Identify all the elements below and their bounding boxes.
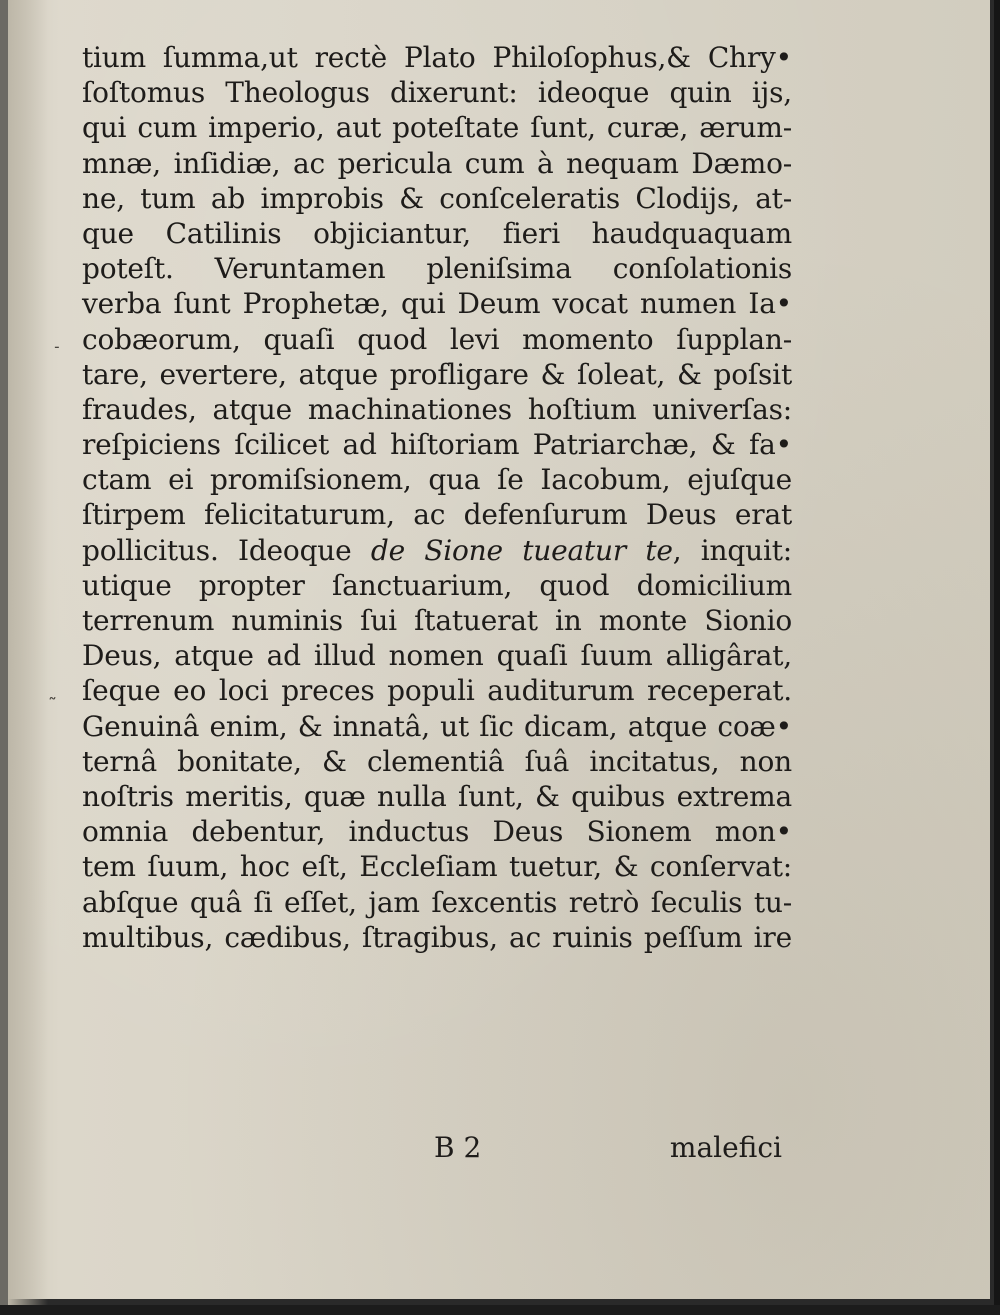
italic-quotation: de Sione tueatur te [370, 533, 673, 567]
text-line-with-italic [82, 533, 792, 568]
text-line: omnia debentur, inductus Deus Sionem mon• [82, 815, 792, 849]
page-gutter-shadow [0, 0, 8, 1305]
text-line: tium ſumma,ut rectè Plato Philoſophus,& Chry• [82, 41, 792, 74]
text-segment: , inquit: [672, 533, 792, 567]
text-line: qui cum imperio, aut poteſtate ſunt, curæ, ærum- [82, 111, 792, 145]
text-line: multibus, cædibus, ſtragibus, ac ruinis peſſum ire [82, 920, 792, 954]
inner-margin [8, 0, 48, 1305]
text-segment: pollicitus. Ideoque [82, 533, 352, 567]
page-footer [82, 1131, 792, 1167]
text-line: mnæ, inſidiæ, ac pericula cum à nequam Dæmo- [82, 146, 792, 180]
text-line: utique propter ſanctuarium, quod domicilium [82, 568, 792, 602]
text-line: ternâ bonitate, & clementiâ ſuâ incitatus, non [82, 744, 792, 778]
ink-speck-icon: ˷ [48, 680, 57, 701]
text-line: tem ſuum, hoc eſt, Eccleſiam tuetur, & conſervat: [82, 850, 792, 884]
text-line: reſpiciens ſcilicet ad hiſtoriam Patriarchæ, & fa• [82, 428, 792, 462]
text-line: tare, evertere, atque profligare & ſoleat, & poſsit [82, 357, 792, 391]
text-line: verba ſunt Prophetæ, qui Deum vocat numen Ia• [82, 287, 792, 321]
text-line: noſtris meritis, quæ nulla ſunt, & quibus extrema [82, 779, 792, 813]
ink-speck-icon: ˗ [54, 336, 60, 357]
text-line: ſtirpem felicitaturum, ac defenſurum Deus erat [82, 498, 792, 532]
text-line: terrenum numinis ſui ſtatuerat in monte Sionio [82, 604, 792, 637]
text-line: cobæorum, quaſi quod levi momento ſupplan- [82, 322, 792, 356]
text-line: abſque quâ ſi eſſet, jam ſexcentis retrò ſeculis tu- [82, 885, 792, 919]
catchword: malefici [669, 1131, 782, 1164]
text-line: Deus, atque ad illud nomen quaſi ſuum alligârat, [82, 639, 792, 673]
text-line: Genuinâ enim, & innatâ, ut ſic dicam, atque coæ• [82, 709, 792, 743]
body-text [82, 40, 792, 955]
text-line: ſoſtomus Theologus dixerunt: ideoque quin ijs, [82, 76, 792, 110]
text-line: que Catilinis objiciantur, fieri haudquaquam [82, 216, 792, 250]
text-line: ne, tum ab improbis & conſceleratis Clodijs, at- [82, 181, 792, 215]
text-line: ſeque eo loci preces populi auditurum receperat. [82, 674, 792, 708]
text-line: fraudes, atque machinationes hoſtium univerſas: [82, 392, 792, 426]
scan-border [0, 1305, 1000, 1315]
text-line: poteſt. Veruntamen pleniſsima conſolationis [82, 252, 792, 286]
text-line: ctam ei promiſsionem, qua ſe Iacobum, ejuſque [82, 463, 792, 497]
signature-mark: B 2 [434, 1131, 482, 1164]
